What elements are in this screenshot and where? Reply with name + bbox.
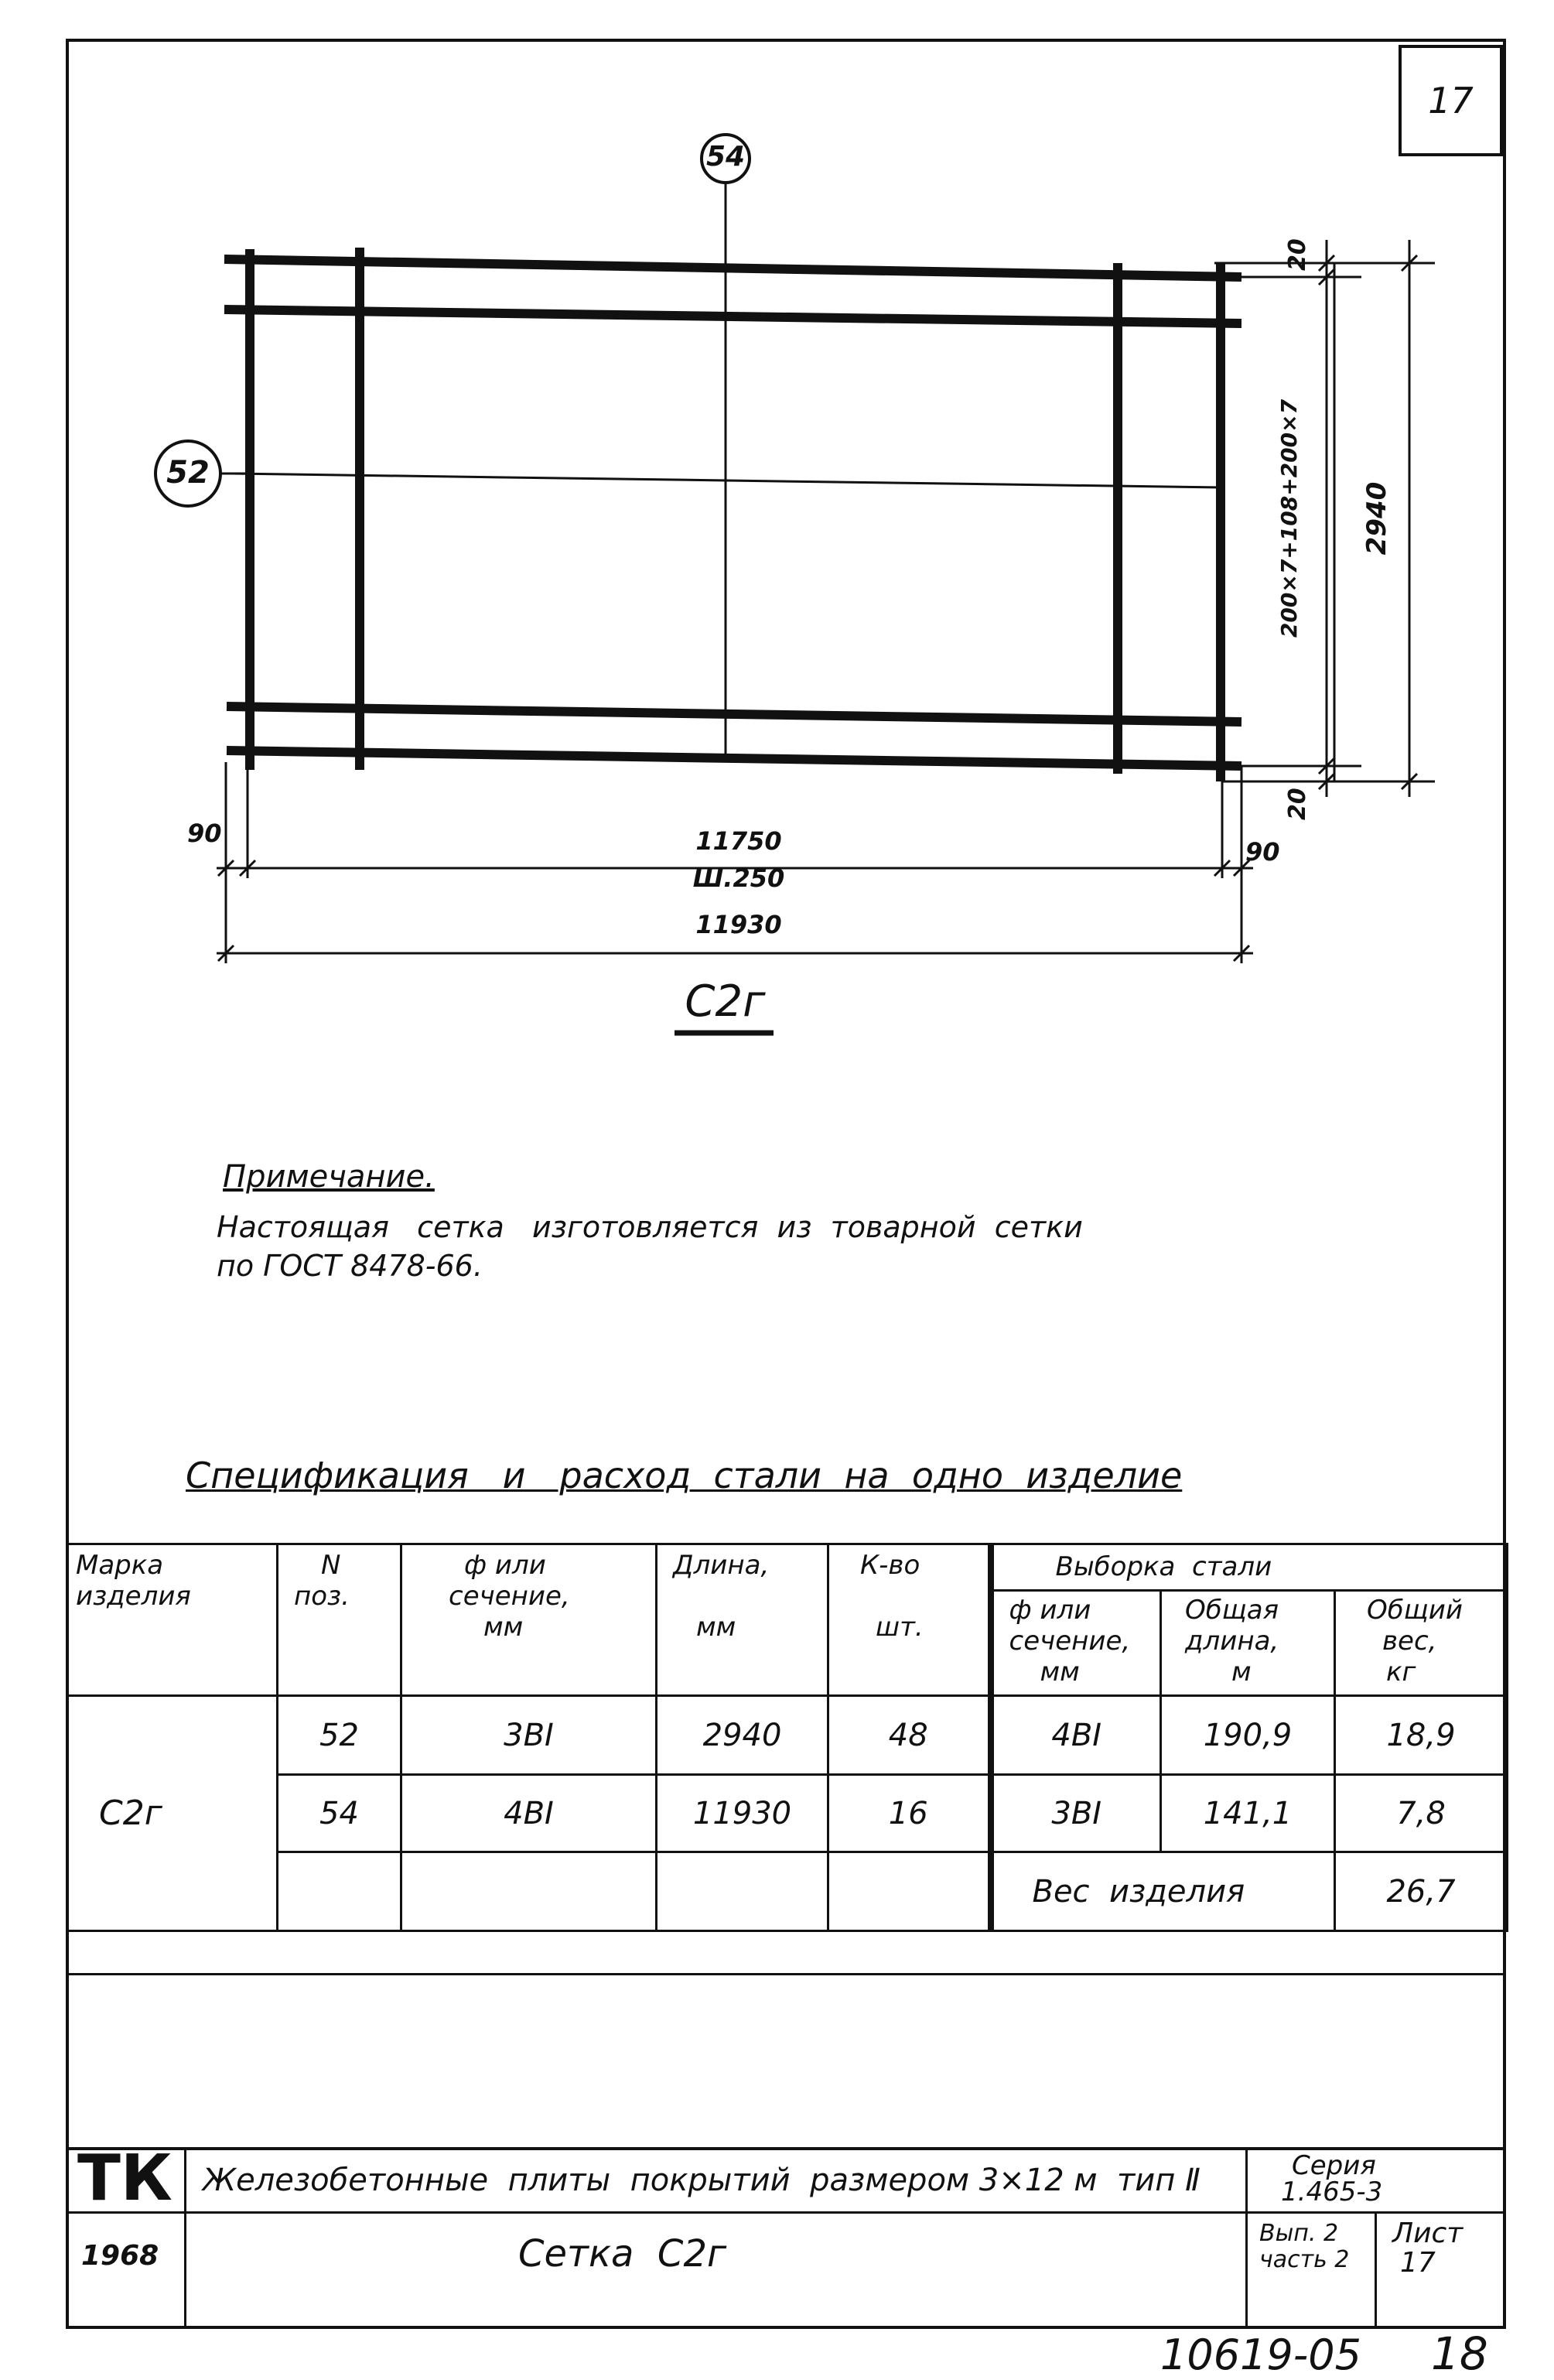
header-sel-length xyxy=(1161,1591,1335,1696)
issue-block xyxy=(1259,2221,1349,2273)
table-cell xyxy=(1335,1696,1508,1775)
header-sel-dia-line1: ф или xyxy=(1009,1595,1091,1626)
row1-sel-dia: 4ВⅠ xyxy=(1051,1717,1102,1753)
header-mark-line1: Марка xyxy=(76,1550,164,1581)
dim-left-90: 90 xyxy=(187,819,222,848)
row1-dia: 3ВⅠ xyxy=(504,1717,554,1753)
divider xyxy=(1375,2211,1377,2327)
spec-table xyxy=(66,1543,1508,1932)
header-qty xyxy=(828,1544,991,1696)
mark-value: С2г xyxy=(99,1794,162,1833)
sheet-title: Сетка С2г xyxy=(518,2232,727,2276)
issue-part: часть 2 xyxy=(1259,2246,1350,2273)
dim-right-90: 90 xyxy=(1245,837,1280,867)
row1-qty: 48 xyxy=(888,1717,928,1753)
archive-code: 10619-05 xyxy=(1160,2330,1361,2379)
table-cell xyxy=(1161,1696,1335,1775)
divider xyxy=(66,1973,1506,1975)
header-mark-line2: изделия xyxy=(76,1581,191,1612)
header-sel-weight-line2: вес, xyxy=(1382,1626,1437,1657)
header-sel-weight xyxy=(1335,1591,1508,1696)
list-label: Лист xyxy=(1392,2218,1463,2249)
note-title: Примечание. xyxy=(223,1159,435,1195)
table-cell xyxy=(1161,1775,1335,1852)
row1-sel-weight: 18,9 xyxy=(1386,1717,1456,1753)
issue-number: Вып. 2 xyxy=(1259,2220,1339,2247)
dim-spacing: Ш.250 xyxy=(692,863,785,893)
bar-52-centerline xyxy=(232,474,1222,487)
callout-54-label: 54 xyxy=(705,141,746,173)
weight-label: Вес изделия xyxy=(1032,1873,1245,1910)
header-selection xyxy=(991,1544,1508,1591)
header-dia xyxy=(401,1544,657,1696)
table-cell xyxy=(657,1696,828,1775)
dim-inner-vertical: 200×7+108+200×7 xyxy=(1276,398,1302,638)
header-dia-line2: сечение, xyxy=(449,1581,570,1612)
callout-52-label: 52 xyxy=(166,455,210,491)
table-cell xyxy=(401,1696,657,1775)
table-cell xyxy=(828,1852,991,1931)
divider xyxy=(1245,2147,1248,2327)
header-mark xyxy=(67,1544,278,1696)
org-mark: ТК xyxy=(77,2142,172,2215)
year: 1968 xyxy=(81,2240,159,2272)
row2-pos: 54 xyxy=(319,1795,359,1831)
table-cell xyxy=(1335,1775,1508,1852)
header-sel-weight-line3: кг xyxy=(1386,1657,1416,1688)
row1-pos: 52 xyxy=(319,1717,359,1753)
divider xyxy=(184,2147,186,2327)
longitudinal-bar-4 xyxy=(227,751,1241,766)
header-length xyxy=(657,1544,828,1696)
table-cell xyxy=(657,1852,828,1931)
mark-cell xyxy=(67,1696,278,1931)
project-title: Железобетонные плиты покрытий размером 3×12 м тип Ⅱ xyxy=(203,2163,1201,2198)
row2-qty: 16 xyxy=(888,1795,928,1831)
note-line-2: по ГОСТ 8478-66. xyxy=(217,1249,483,1283)
dim-top-20: 20 xyxy=(1284,238,1311,271)
table-cell xyxy=(1335,1852,1508,1931)
header-sel-length-line3: м xyxy=(1231,1657,1252,1688)
header-pos xyxy=(278,1544,401,1696)
divider xyxy=(66,2211,1506,2214)
row2-sel-weight: 7,8 xyxy=(1396,1795,1446,1831)
header-pos-line1: N xyxy=(321,1550,341,1581)
longitudinal-bar-2 xyxy=(224,309,1241,323)
header-qty-line2: шт. xyxy=(876,1612,924,1643)
header-dia-line3: мм xyxy=(483,1612,524,1643)
row1-sel-length: 190,9 xyxy=(1203,1717,1293,1753)
series-number: 1.465-3 xyxy=(1281,2177,1383,2207)
series-label: Серия xyxy=(1292,2150,1376,2181)
table-cell xyxy=(991,1775,1161,1852)
table-cell xyxy=(657,1775,828,1852)
table-cell xyxy=(401,1775,657,1852)
row2-sel-dia: 3ВⅠ xyxy=(1051,1795,1102,1831)
weight-label-cell xyxy=(991,1852,1335,1931)
sheet-number: 17 xyxy=(1428,80,1474,121)
header-length-line1: Длина, xyxy=(673,1550,770,1581)
header-sel-length-line1: Общая xyxy=(1185,1595,1279,1626)
list-value: 17 xyxy=(1400,2247,1436,2279)
dim-overall-horizontal: 11930 xyxy=(695,910,782,939)
weight-value: 26,7 xyxy=(1386,1873,1456,1910)
header-dia-line1: ф или xyxy=(464,1550,546,1581)
dim-bottom-20: 20 xyxy=(1284,788,1311,820)
row1-length: 2940 xyxy=(702,1717,782,1753)
header-sel-dia-line3: мм xyxy=(1040,1657,1080,1688)
page-number: 18 xyxy=(1431,2327,1488,2380)
row2-sel-length: 141,1 xyxy=(1203,1795,1293,1831)
longitudinal-bar-3 xyxy=(227,706,1241,722)
table-cell xyxy=(278,1775,401,1852)
note-line-1: Настоящая сетка изготовляется из товарной сетки xyxy=(217,1210,1083,1244)
table-cell xyxy=(828,1775,991,1852)
series-block xyxy=(1281,2150,1383,2207)
header-sel-dia xyxy=(991,1591,1161,1696)
header-selection-label: Выборка стали xyxy=(1055,1551,1272,1582)
longitudinal-bar-1 xyxy=(224,259,1241,277)
table-cell xyxy=(278,1852,401,1931)
dim-overall-vertical: 2940 xyxy=(1361,481,1392,556)
row2-length: 11930 xyxy=(692,1795,792,1831)
header-qty-line1: К-во xyxy=(860,1550,920,1581)
table-cell xyxy=(278,1696,401,1775)
table-cell xyxy=(828,1696,991,1775)
spec-title: Спецификация и расход стали на одно изделие xyxy=(186,1455,1183,1496)
header-sel-weight-line1: Общий xyxy=(1367,1595,1463,1626)
list-block xyxy=(1392,2219,1463,2278)
header-sel-dia-line2: сечение, xyxy=(1009,1626,1131,1657)
row2-dia: 4ВⅠ xyxy=(504,1795,554,1831)
header-length-line2: мм xyxy=(696,1612,736,1643)
dim-inner-horizontal: 11750 xyxy=(695,826,782,856)
mark-label: С2г xyxy=(685,976,766,1027)
header-sel-length-line2: длина, xyxy=(1185,1626,1279,1657)
divider xyxy=(66,2147,1506,2150)
header-pos-line2: поз. xyxy=(294,1581,350,1612)
table-cell xyxy=(991,1696,1161,1775)
table-cell xyxy=(401,1852,657,1931)
